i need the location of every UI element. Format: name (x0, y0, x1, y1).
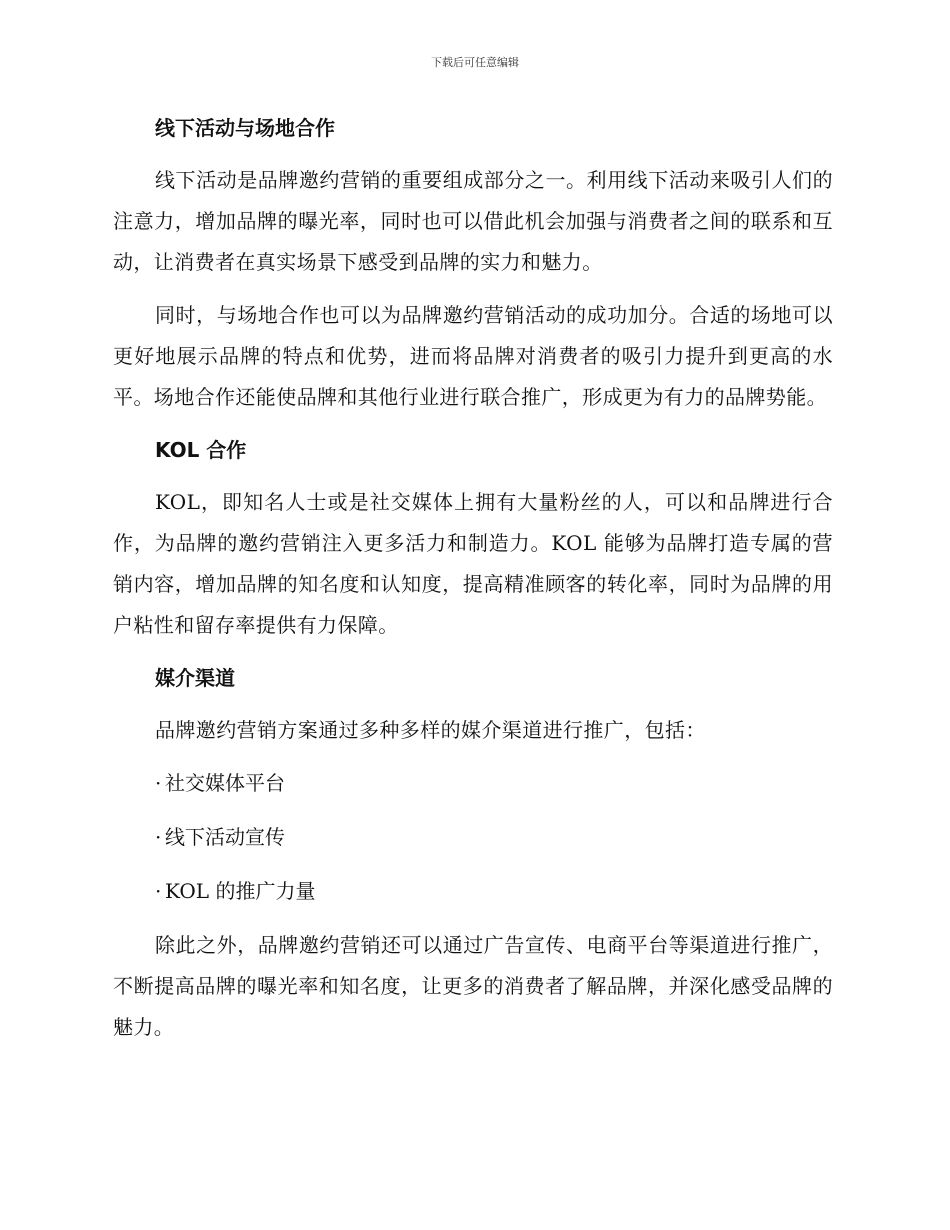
paragraph: 线下活动是品牌邀约营销的重要组成部分之一。利用线下活动来吸引人们的注意力，增加品牌的曝光率，同时也可以借此机会加强与消费者之间的联系和互动，让消费者在真实场景下感受到品牌的实力和魅力。 (113, 168, 833, 274)
section-offline-events (113, 108, 833, 418)
list-item (113, 871, 833, 912)
section-heading: 媒介渠道 (155, 666, 235, 690)
paragraph-intro: 品牌邀约营销方案通过多种多样的媒介渠道进行推广，包括： (155, 718, 706, 742)
bullet-icon: · (155, 771, 162, 795)
section-kol-cooperation (113, 430, 833, 646)
list-item-text: 社交媒体平台 (165, 771, 285, 795)
paragraph: KOL，即知名人士或是社交媒体上拥有大量粉丝的人，可以和品牌进行合作，为品牌的邀约营销注入更多活力和制造力。KOL 能够为品牌打造专属的营销内容，增加品牌的知名度和认知度，提高精准顾客的转化率，同时为品牌的用户粘性和留存率提供有力保障。 (113, 490, 833, 637)
paragraph-closing: 除此之外，品牌邀约营销还可以通过广告宣传、电商平台等渠道进行推广，不断提高品牌的曝光率和知名度，让更多的消费者了解品牌，并深化感受品牌的魅力。 (113, 933, 833, 1039)
section-heading: KOL 合作 (155, 438, 247, 462)
list-item (113, 763, 833, 804)
bullet-icon: · (155, 825, 162, 849)
section-media-channels (113, 658, 833, 1048)
paragraph: 同时，与场地合作也可以为品牌邀约营销活动的成功加分。合适的场地可以更好地展示品牌的特点和优势，进而将品牌对消费者的吸引力提升到更高的水平。场地合作还能使品牌和其他行业进行联合推广，形成更为有力的品牌势能。 (113, 303, 833, 409)
list-item-text: KOL 的推广力量 (165, 879, 316, 903)
bullet-icon: · (155, 879, 162, 903)
list-item (113, 817, 833, 858)
header-note: 下载后可任意编辑 (431, 56, 519, 69)
section-heading: 线下活动与场地合作 (155, 116, 335, 140)
list-item-text: 线下活动宣传 (165, 825, 285, 849)
document-body (113, 108, 833, 1060)
